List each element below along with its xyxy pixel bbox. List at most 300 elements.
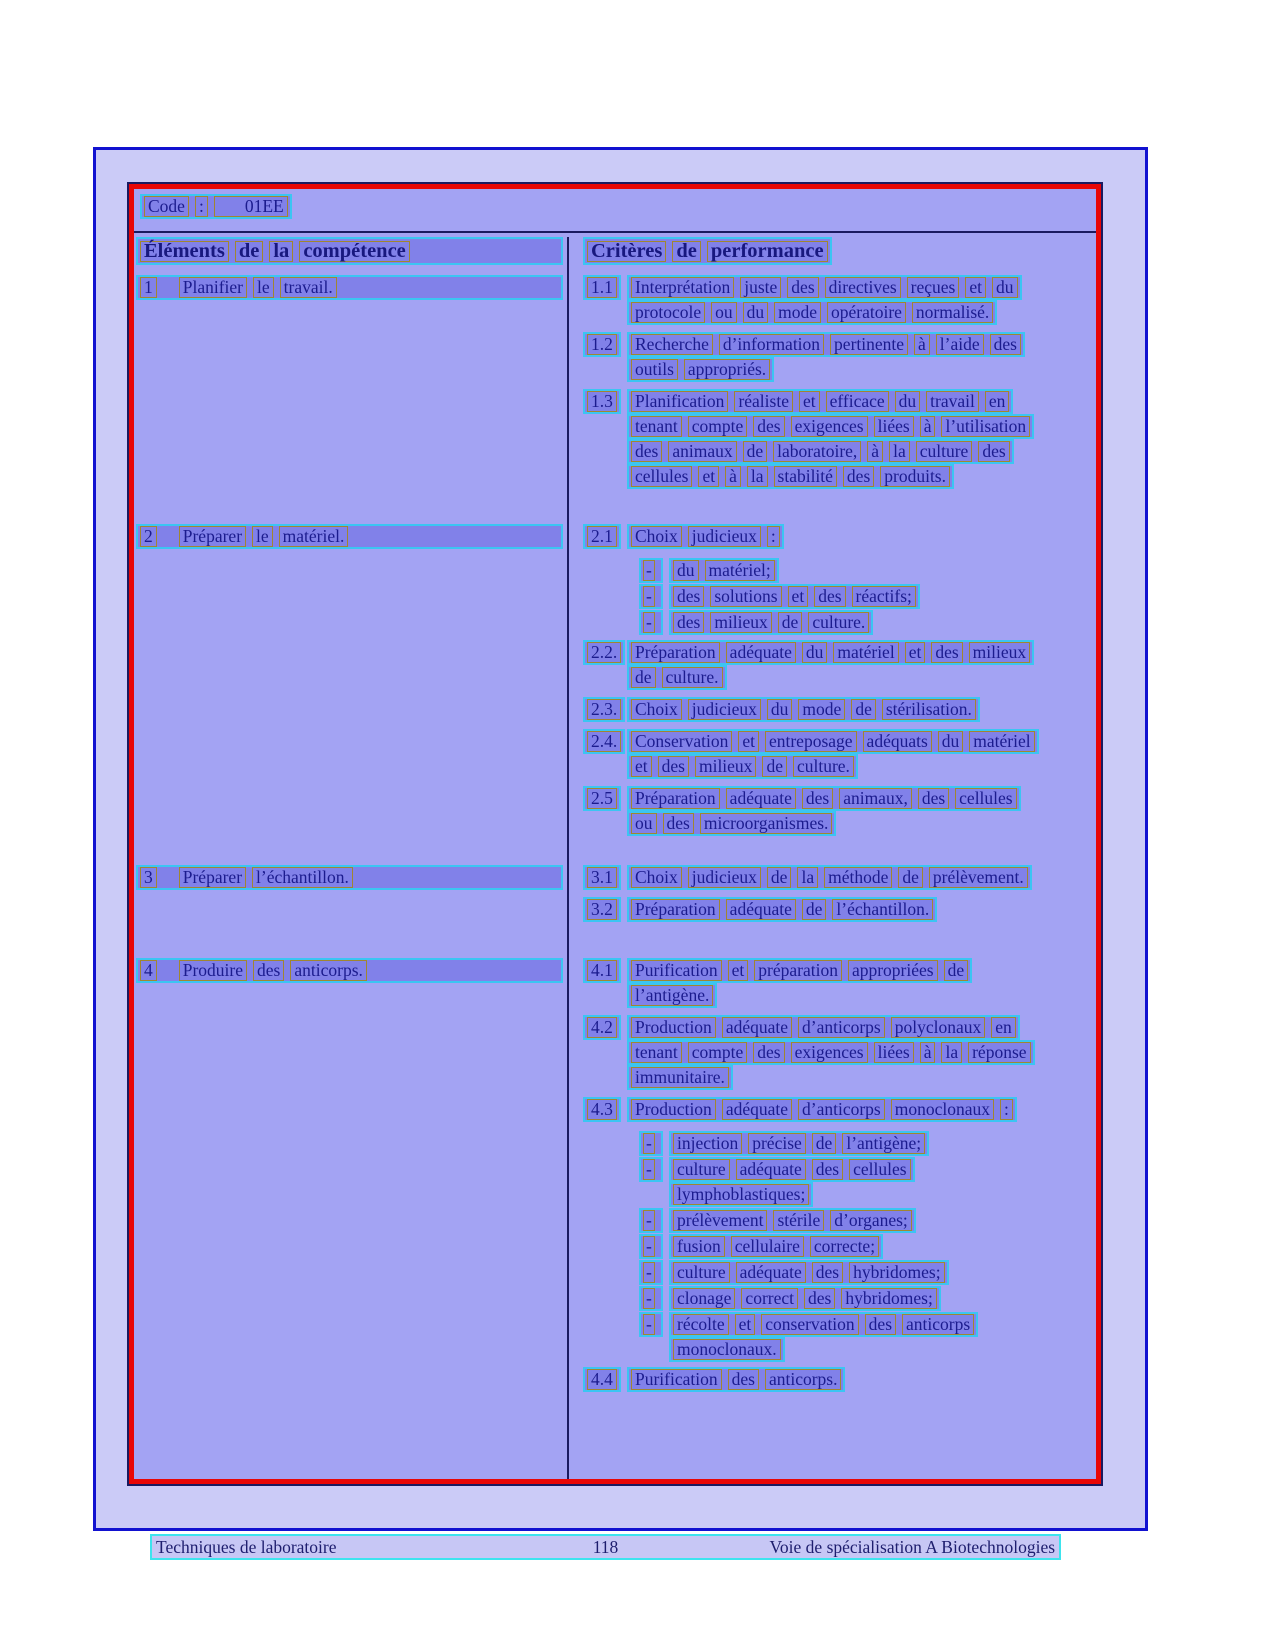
criteria-text [669, 1234, 883, 1259]
text-line [627, 865, 1032, 890]
word: Purification [631, 960, 722, 981]
word: prélèvement. [929, 867, 1028, 888]
criteria-number-box [583, 1097, 627, 1122]
criteria-number-line [583, 332, 621, 357]
element-line [136, 958, 563, 983]
bullet-dash: - [643, 1288, 655, 1309]
word: l’utilisation [941, 416, 1030, 437]
word: de [944, 960, 969, 981]
footer-section-title: Voie de spécialisation A Biotechnologies [769, 1537, 1056, 1557]
criteria-text [627, 958, 972, 1008]
word: solutions [710, 586, 781, 607]
word: judicieux [688, 867, 761, 888]
criteria-text [669, 584, 920, 609]
word: la [747, 466, 768, 487]
competency-table [129, 184, 1101, 1484]
criteria-number-box [583, 1367, 627, 1392]
text-line [669, 558, 779, 583]
text-line [627, 1065, 733, 1090]
word: adéquate [726, 642, 796, 663]
text-line [627, 439, 1014, 464]
criteria-text [669, 1312, 978, 1362]
table-grid [134, 237, 1096, 1479]
criteria-bullet [639, 1312, 1092, 1362]
word: entreposage [765, 731, 857, 752]
word: anticorps. [765, 1369, 842, 1390]
criteria-text [627, 786, 1021, 836]
bullet-dash-icon [639, 1157, 663, 1182]
word: l’échantillon. [252, 867, 353, 888]
criteria-bullet [639, 1208, 1092, 1233]
word: anticorps. [290, 960, 367, 981]
word: injection [673, 1133, 742, 1154]
criteria-bullet [639, 1157, 1092, 1207]
word: Produire [179, 960, 247, 981]
word: Interprétation [631, 277, 734, 298]
criteria-number: 2.4. [587, 731, 621, 752]
criteria-number-box [583, 786, 627, 811]
word: d’organes; [830, 1210, 912, 1231]
word: tenant [631, 1042, 682, 1063]
criteria-item [583, 1367, 1092, 1392]
criteria-number-line [583, 1015, 621, 1040]
criteria-cell-1 [567, 275, 1096, 524]
text-line [627, 332, 1025, 357]
word: liées [874, 1042, 914, 1063]
word: des [753, 1042, 784, 1063]
word: du [673, 560, 699, 581]
word: exigences [791, 416, 868, 437]
criteria-number: 2.1 [587, 526, 617, 547]
word: lymphoblastiques; [673, 1184, 809, 1205]
word: du [992, 277, 1018, 298]
word: culture [673, 1159, 730, 1180]
word: de [672, 241, 701, 262]
text-line [669, 1157, 915, 1182]
criteria-number-box [583, 524, 627, 549]
word: en [985, 391, 1010, 412]
criteria-number: 4.1 [587, 960, 617, 981]
word: Éléments [140, 241, 229, 262]
bullet-dash: - [643, 612, 655, 633]
criteria-item [583, 332, 1092, 382]
criteria-number: 2.5 [587, 788, 617, 809]
word: hybridomes; [849, 1262, 945, 1283]
word: des [787, 277, 818, 298]
word: Choix [631, 867, 682, 888]
word: des [812, 1262, 843, 1283]
criteria-bullet [639, 584, 1092, 609]
criteria-text [627, 332, 1025, 382]
word: stabilité [774, 466, 837, 487]
criteria-cell-3 [567, 865, 1096, 958]
text-line [669, 1182, 813, 1207]
text-line [627, 357, 774, 382]
word: Choix [631, 699, 682, 720]
bullet-dash: - [643, 586, 655, 607]
element-cell-3 [134, 865, 567, 958]
criteria-text [627, 1015, 1035, 1090]
text-line [627, 640, 1034, 665]
criteria-text [627, 640, 1034, 690]
word: cellulaire [731, 1236, 804, 1257]
word: réaliste [734, 391, 793, 412]
criteria-text [627, 897, 937, 922]
criteria-number: 2.2. [587, 642, 621, 663]
word: Production [631, 1017, 716, 1038]
word: monoclonaux. [673, 1339, 781, 1360]
word: la [269, 241, 293, 262]
text-line [627, 275, 1022, 300]
word: fusion [673, 1236, 725, 1257]
criteria-text [669, 610, 873, 635]
element-number: 4 [140, 960, 157, 981]
criteria-bullet [639, 1286, 1092, 1311]
word: méthode [824, 867, 892, 888]
word: adéquats [863, 731, 932, 752]
word: des [865, 1314, 896, 1335]
word: ou [631, 813, 657, 834]
text-line [669, 1286, 941, 1311]
bullet-dash-icon [639, 610, 663, 635]
word: à [867, 441, 883, 462]
criteria-cell-2 [567, 524, 1096, 865]
word: performance [707, 241, 828, 262]
word: le [253, 277, 274, 298]
criteria-number-box [583, 865, 627, 890]
word: Préparation [631, 788, 720, 809]
word: et [738, 731, 759, 752]
bullet-dash-icon [639, 1312, 663, 1337]
word: judicieux [688, 699, 761, 720]
word: des [843, 466, 874, 487]
criteria-item [583, 1097, 1092, 1122]
word: milieux [710, 612, 771, 633]
word: des [814, 586, 845, 607]
criteria-item [583, 1015, 1092, 1090]
word: matériel. [279, 526, 349, 547]
word: correcte; [810, 1236, 879, 1257]
footer-document-title: Techniques de laboratoire [156, 1537, 337, 1557]
word: stérilisation. [882, 699, 976, 720]
text-line [627, 414, 1034, 439]
word: clonage [673, 1288, 735, 1309]
word: des [673, 612, 704, 633]
text-line [627, 754, 858, 779]
word: Recherche [631, 334, 713, 355]
word: de [235, 241, 264, 262]
word: culture. [808, 612, 869, 633]
word: à [920, 1042, 936, 1063]
word: Planification [631, 391, 728, 412]
bullet-dash-icon [639, 1208, 663, 1233]
word: laboratoire, [773, 441, 861, 462]
criteria-text [669, 1286, 941, 1311]
criteria-number: 1.1 [587, 277, 617, 298]
word: milieux [695, 756, 756, 777]
word: des [812, 1159, 843, 1180]
criteria-text [627, 389, 1034, 489]
word: reçues [907, 277, 960, 298]
code-row [134, 189, 1096, 233]
word: d’anticorps [798, 1017, 885, 1038]
word: juste [740, 277, 781, 298]
text-line [627, 389, 1013, 414]
word: des [804, 1288, 835, 1309]
criteria-number-box [583, 389, 627, 414]
scanned-page [93, 147, 1148, 1531]
word: de [898, 867, 923, 888]
criteria-bullet [639, 1131, 1092, 1156]
criteria-item [583, 697, 1092, 722]
criteria-item [583, 275, 1092, 325]
word: des [631, 441, 662, 462]
criteria-text [669, 558, 779, 583]
text-line [627, 697, 980, 722]
word: et [788, 586, 809, 607]
word: à [914, 334, 930, 355]
word: culture. [793, 756, 854, 777]
criteria-number: 4.4 [587, 1369, 617, 1390]
element-cell-2 [134, 524, 567, 865]
word: cellules [849, 1159, 910, 1180]
criteria-item [583, 958, 1092, 1008]
word: du [895, 391, 921, 412]
word: : [767, 526, 780, 547]
word: adéquate [722, 1017, 792, 1038]
criteria-number: 1.3 [587, 391, 617, 412]
criteria-number: 3.1 [587, 867, 617, 888]
word: protocole [631, 302, 705, 323]
word: du [938, 731, 964, 752]
word: immunitaire. [631, 1067, 729, 1088]
word: conservation [761, 1314, 858, 1335]
word: normalisé. [912, 302, 993, 323]
word: du [802, 642, 828, 663]
criteria-text [669, 1208, 916, 1233]
word: des [978, 441, 1009, 462]
word: : [1000, 1099, 1013, 1120]
criteria-text [627, 865, 1032, 890]
word: culture [673, 1262, 730, 1283]
word: et [728, 960, 749, 981]
criteria-number-line [583, 729, 625, 754]
criteria-number-box [583, 958, 627, 983]
criteria-number: 1.2 [587, 334, 617, 355]
word: et [698, 466, 719, 487]
criteria-number-box [583, 640, 627, 665]
criteria-number-box [583, 332, 627, 357]
criteria-bullet [639, 610, 1092, 635]
text-line [669, 1337, 785, 1362]
word: culture. [662, 667, 723, 688]
text-line [669, 1312, 978, 1337]
text-line [627, 811, 836, 836]
word: matériel [833, 642, 898, 663]
word: cellules [955, 788, 1016, 809]
word: de [631, 667, 656, 688]
criteria-text [627, 729, 1039, 779]
text-line [627, 786, 1021, 811]
element-line [136, 524, 563, 549]
word: de [767, 867, 792, 888]
bullet-dash: - [643, 1133, 655, 1154]
criteria-cell-4 [567, 958, 1096, 1479]
criteria-text [669, 1131, 929, 1156]
word: matériel; [705, 560, 775, 581]
criteria-number-line [583, 786, 621, 811]
word: de [778, 612, 803, 633]
right-header-line [583, 237, 832, 265]
criteria-number: 4.2 [587, 1017, 617, 1038]
word: milieux [969, 642, 1030, 663]
word: stérile [773, 1210, 824, 1231]
word: cellules [631, 466, 692, 487]
word: récolte [673, 1314, 729, 1335]
word: compte [688, 1042, 748, 1063]
word: Production [631, 1099, 716, 1120]
code-colon: : [195, 196, 208, 217]
word: de [812, 1133, 837, 1154]
word: Conservation [631, 731, 732, 752]
criteria-number-line [583, 897, 621, 922]
criteria-number-line [583, 1367, 621, 1392]
bullet-dash: - [643, 1159, 655, 1180]
element-line [136, 275, 563, 300]
word: la [941, 1042, 962, 1063]
criteria-bullet [639, 1260, 1092, 1285]
word: réponse [968, 1042, 1030, 1063]
footer-page-number: 118 [592, 1537, 619, 1557]
word: l’antigène. [631, 985, 713, 1006]
criteria-number-box [583, 897, 627, 922]
word: mode [798, 699, 845, 720]
word: des [728, 1369, 759, 1390]
word: de [762, 756, 787, 777]
word: opératoire [827, 302, 906, 323]
criteria-text [627, 1097, 1017, 1122]
criteria-number-box [583, 729, 627, 754]
word: tenant [631, 416, 682, 437]
criteria-number: 3.2 [587, 899, 617, 920]
text-line [627, 1097, 1017, 1122]
word: et [905, 642, 926, 663]
word: l’échantillon. [832, 899, 933, 920]
word: efficace [826, 391, 889, 412]
header-cell-criteria [567, 237, 1096, 275]
word: compétence [299, 241, 409, 262]
word: adéquate [726, 899, 796, 920]
word: liées [874, 416, 914, 437]
word: appropriés. [684, 359, 770, 380]
text-line [627, 665, 727, 690]
word: du [767, 699, 793, 720]
word: monoclonaux [891, 1099, 994, 1120]
word: adéquate [722, 1099, 792, 1120]
word: produits. [880, 466, 950, 487]
word: Purification [631, 1369, 722, 1390]
bullet-dash-icon [639, 1286, 663, 1311]
word: du [743, 302, 769, 323]
word: et [735, 1314, 756, 1335]
element-number: 3 [140, 867, 157, 888]
word: adéquate [726, 788, 796, 809]
bullet-dash-icon [639, 558, 663, 583]
text-line [627, 958, 972, 983]
word: animaux, [839, 788, 912, 809]
word: des [990, 334, 1021, 355]
word: animaux [668, 441, 736, 462]
word: des [663, 813, 694, 834]
element-cell-4 [134, 958, 567, 1479]
left-header-line [136, 237, 563, 265]
word: d’information [719, 334, 824, 355]
text-line [627, 983, 717, 1008]
criteria-number: 2.3. [587, 699, 621, 720]
word: de [851, 699, 876, 720]
word: anticorps [902, 1314, 974, 1335]
word: exigences [791, 1042, 868, 1063]
word: outils [631, 359, 678, 380]
code-line [140, 194, 292, 219]
word: en [991, 1017, 1016, 1038]
word: mode [774, 302, 821, 323]
criteria-bullet [639, 558, 1092, 583]
word: Préparer [179, 867, 246, 888]
criteria-bullet [639, 1234, 1092, 1259]
word: et [631, 756, 652, 777]
word: travail [926, 391, 979, 412]
word: adéquate [736, 1159, 806, 1180]
word: hybridomes; [841, 1288, 937, 1309]
word: prélèvement [673, 1210, 767, 1231]
word: la [797, 867, 818, 888]
text-line [669, 1208, 916, 1233]
word: Préparation [631, 642, 720, 663]
word: des [253, 960, 284, 981]
word: et [799, 391, 820, 412]
word: l’aide [936, 334, 984, 355]
criteria-number-line [583, 865, 621, 890]
text-line [669, 1234, 883, 1259]
element-number: 2 [140, 526, 157, 547]
criteria-text [669, 1260, 949, 1285]
bullet-dash-icon [639, 1234, 663, 1259]
word: Critères [587, 241, 666, 262]
criteria-text [627, 275, 1022, 325]
word: correct [741, 1288, 798, 1309]
code-value: 01EE [214, 196, 288, 217]
criteria-text [627, 524, 784, 549]
text-line [627, 1367, 845, 1392]
text-line [669, 1131, 929, 1156]
criteria-number-line [583, 524, 621, 549]
criteria-item [583, 524, 1092, 549]
criteria-number-box [583, 1015, 627, 1040]
word: polyclonaux [891, 1017, 986, 1038]
page-footer [150, 1534, 1061, 1560]
word: à [920, 416, 936, 437]
bullet-dash: - [643, 560, 655, 581]
text-line [627, 729, 1039, 754]
word: d’anticorps [798, 1099, 885, 1120]
bullet-dash: - [643, 1314, 655, 1335]
criteria-item [583, 640, 1092, 690]
word: appropriées [848, 960, 938, 981]
criteria-text [627, 697, 980, 722]
word: des [753, 416, 784, 437]
element-number: 1 [140, 277, 157, 298]
